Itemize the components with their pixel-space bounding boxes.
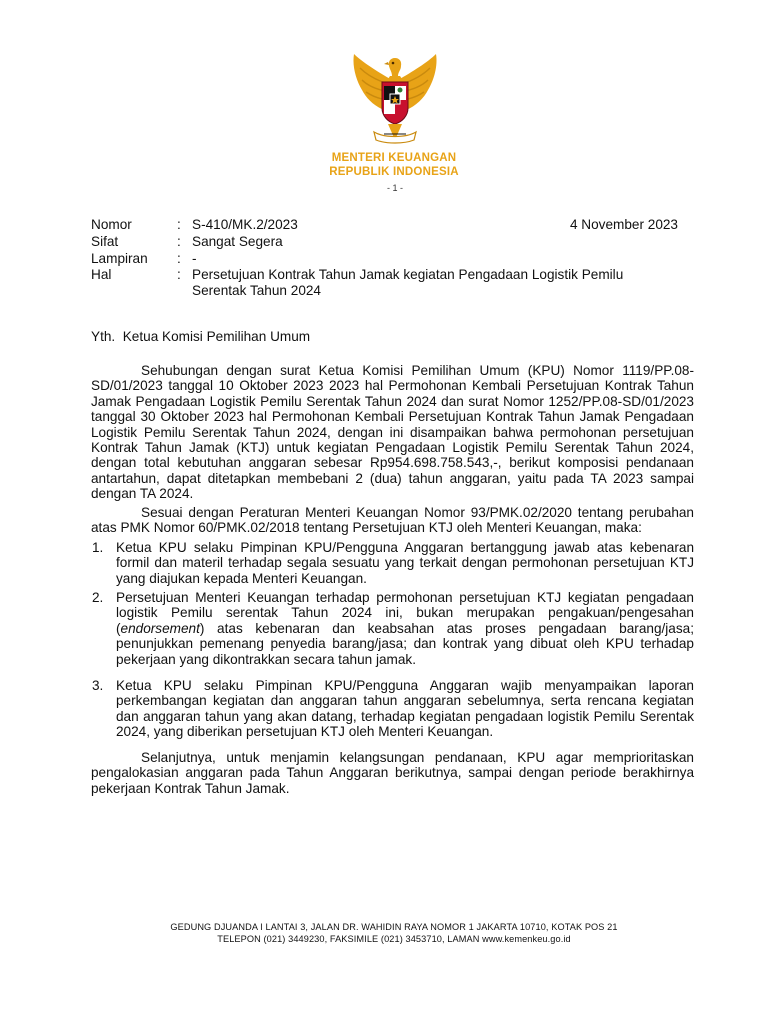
- footer-contact: TELEPON (021) 3449230, FAKSIMILE (021) 3453710, LAMAN www.kemenkeu.go.id: [217, 934, 571, 944]
- list-item-2-italic: endorsement: [120, 620, 200, 636]
- body-paragraph-1: Sehubungan dengan surat Ketua Komisi Pemilihan Umum (KPU) Nomor 1119/PP.08-SD/01/2023 tanggal 10 Oktober 2023 2023 hal Permohonan Kembali Persetujuan Kontrak Tahun Jamak Pengadaan Logistik Pemilu Serentak Tahun 2024 dan surat Nomor 1252/PP.08-SD/01/2023 tanggal 30 Oktober 2023 hal Permohonan Kembali Persetujuan Kontrak Tahun Jamak Pengadaan Logistik Pemilu Serentak Tahun 2024, dengan ini disampaikan bahwa permohonan persetujuan Kontrak Tahun Jamak (KTJ) untuk kegiatan Pengadaan Logistik Pemilu Serentak Tahun 2024, dengan total kebutuhan anggaran sebesar Rp954.698.758.543,-, berikut komposisi pendanaan antartahun, dapat ditetapkan membebani 2 (dua) tahun anggaran, yaitu pada TA 2023 sampai dengan TA 2024.: [91, 363, 694, 502]
- list-number-3: 3.: [92, 678, 104, 693]
- body-paragraph-3: Selanjutnya, untuk menjamin kelangsungan pendanaan, KPU agar memprioritaskan pengalokasian anggaran pada Tahun Anggaran berikutnya, sampai dengan periode berakhirnya pekerjaan Kontrak Tahun Jamak.: [91, 750, 694, 796]
- hal-value-line1: Persetujuan Kontrak Tahun Jamak kegiatan Pengadaan Logistik Pemilu: [192, 267, 624, 282]
- body-paragraph-2: Sesuai dengan Peraturan Menteri Keuangan Nomor 93/PMK.02/2020 tentang perubahan atas PMK Nomor 60/PMK.02/2018 tentang Persetujuan KTJ oleh Menteri Keuangan, maka:: [91, 505, 694, 536]
- nomor-value: S-410/MK.2/2023: [192, 217, 298, 232]
- sifat-label: Sifat: [91, 234, 119, 249]
- hal-value-line2: Serentak Tahun 2024: [192, 283, 321, 298]
- org-name-line2: REPUBLIK INDONESIA: [329, 166, 459, 178]
- sifat-value: Sangat Segera: [192, 234, 283, 249]
- list-item-2-text-before: Persetujuan Menteri Keuangan terhadap permohonan persetujuan KTJ kegiatan pengadaan logistik Pemilu serentak Tahun 2024 ini, bukan merupakan pengakuan/pengesahan (: [116, 590, 694, 636]
- colon: :: [177, 217, 181, 232]
- recipient: Yth. Ketua Komisi Pemilihan Umum: [91, 329, 311, 344]
- list-item-2: [116, 590, 694, 667]
- list-item-3: Ketua KPU selaku Pimpinan KPU/Pengguna Anggaran wajib menyampaikan laporan perkembangan kegiatan dan anggaran tahun anggaran sebelumnya, serta rencana kegiatan dan anggaran tahun yang akan datang, terhadap kegiatan pengadaan logistik Pemilu Serentak 2024, yang diberikan persetujuan KTJ oleh Menteri Keuangan.: [116, 678, 694, 740]
- lampiran-label: Lampiran: [91, 251, 148, 266]
- page-marker: - 1 -: [387, 183, 404, 193]
- hal-label: Hal: [91, 267, 112, 282]
- list-item-2-text-after: ) atas kebenaran dan keabsahan atas proses pengadaan barang/jasa; penunjukkan pemenang penyedia barang/jasa; dan kontrak yang dibuat oleh KPU terhadap pekerjaan yang dikontrakkan secara tahun jamak.: [116, 620, 694, 667]
- nomor-label: Nomor: [91, 217, 132, 232]
- garuda-emblem-icon: [348, 50, 442, 148]
- list-number-1: 1.: [92, 540, 104, 555]
- colon: :: [177, 251, 181, 266]
- list-number-2: 2.: [92, 590, 104, 605]
- colon: :: [177, 267, 181, 282]
- letter-date: 4 November 2023: [569, 217, 678, 232]
- org-name-line1: MENTERI KEUANGAN: [331, 152, 457, 164]
- lampiran-value: -: [192, 251, 197, 266]
- footer-address: GEDUNG DJUANDA I LANTAI 3, JALAN DR. WAHIDIN RAYA NOMOR 1 JAKARTA 10710, KOTAK POS 21: [170, 922, 618, 932]
- list-item-1: Ketua KPU selaku Pimpinan KPU/Pengguna Anggaran bertanggung jawab atas kebenaran formil dan materil terhadap segala sesuatu yang terkait dengan permohonan persetujuan KTJ yang diajukan kepada Menteri Keuangan.: [116, 540, 694, 586]
- colon: :: [177, 234, 181, 249]
